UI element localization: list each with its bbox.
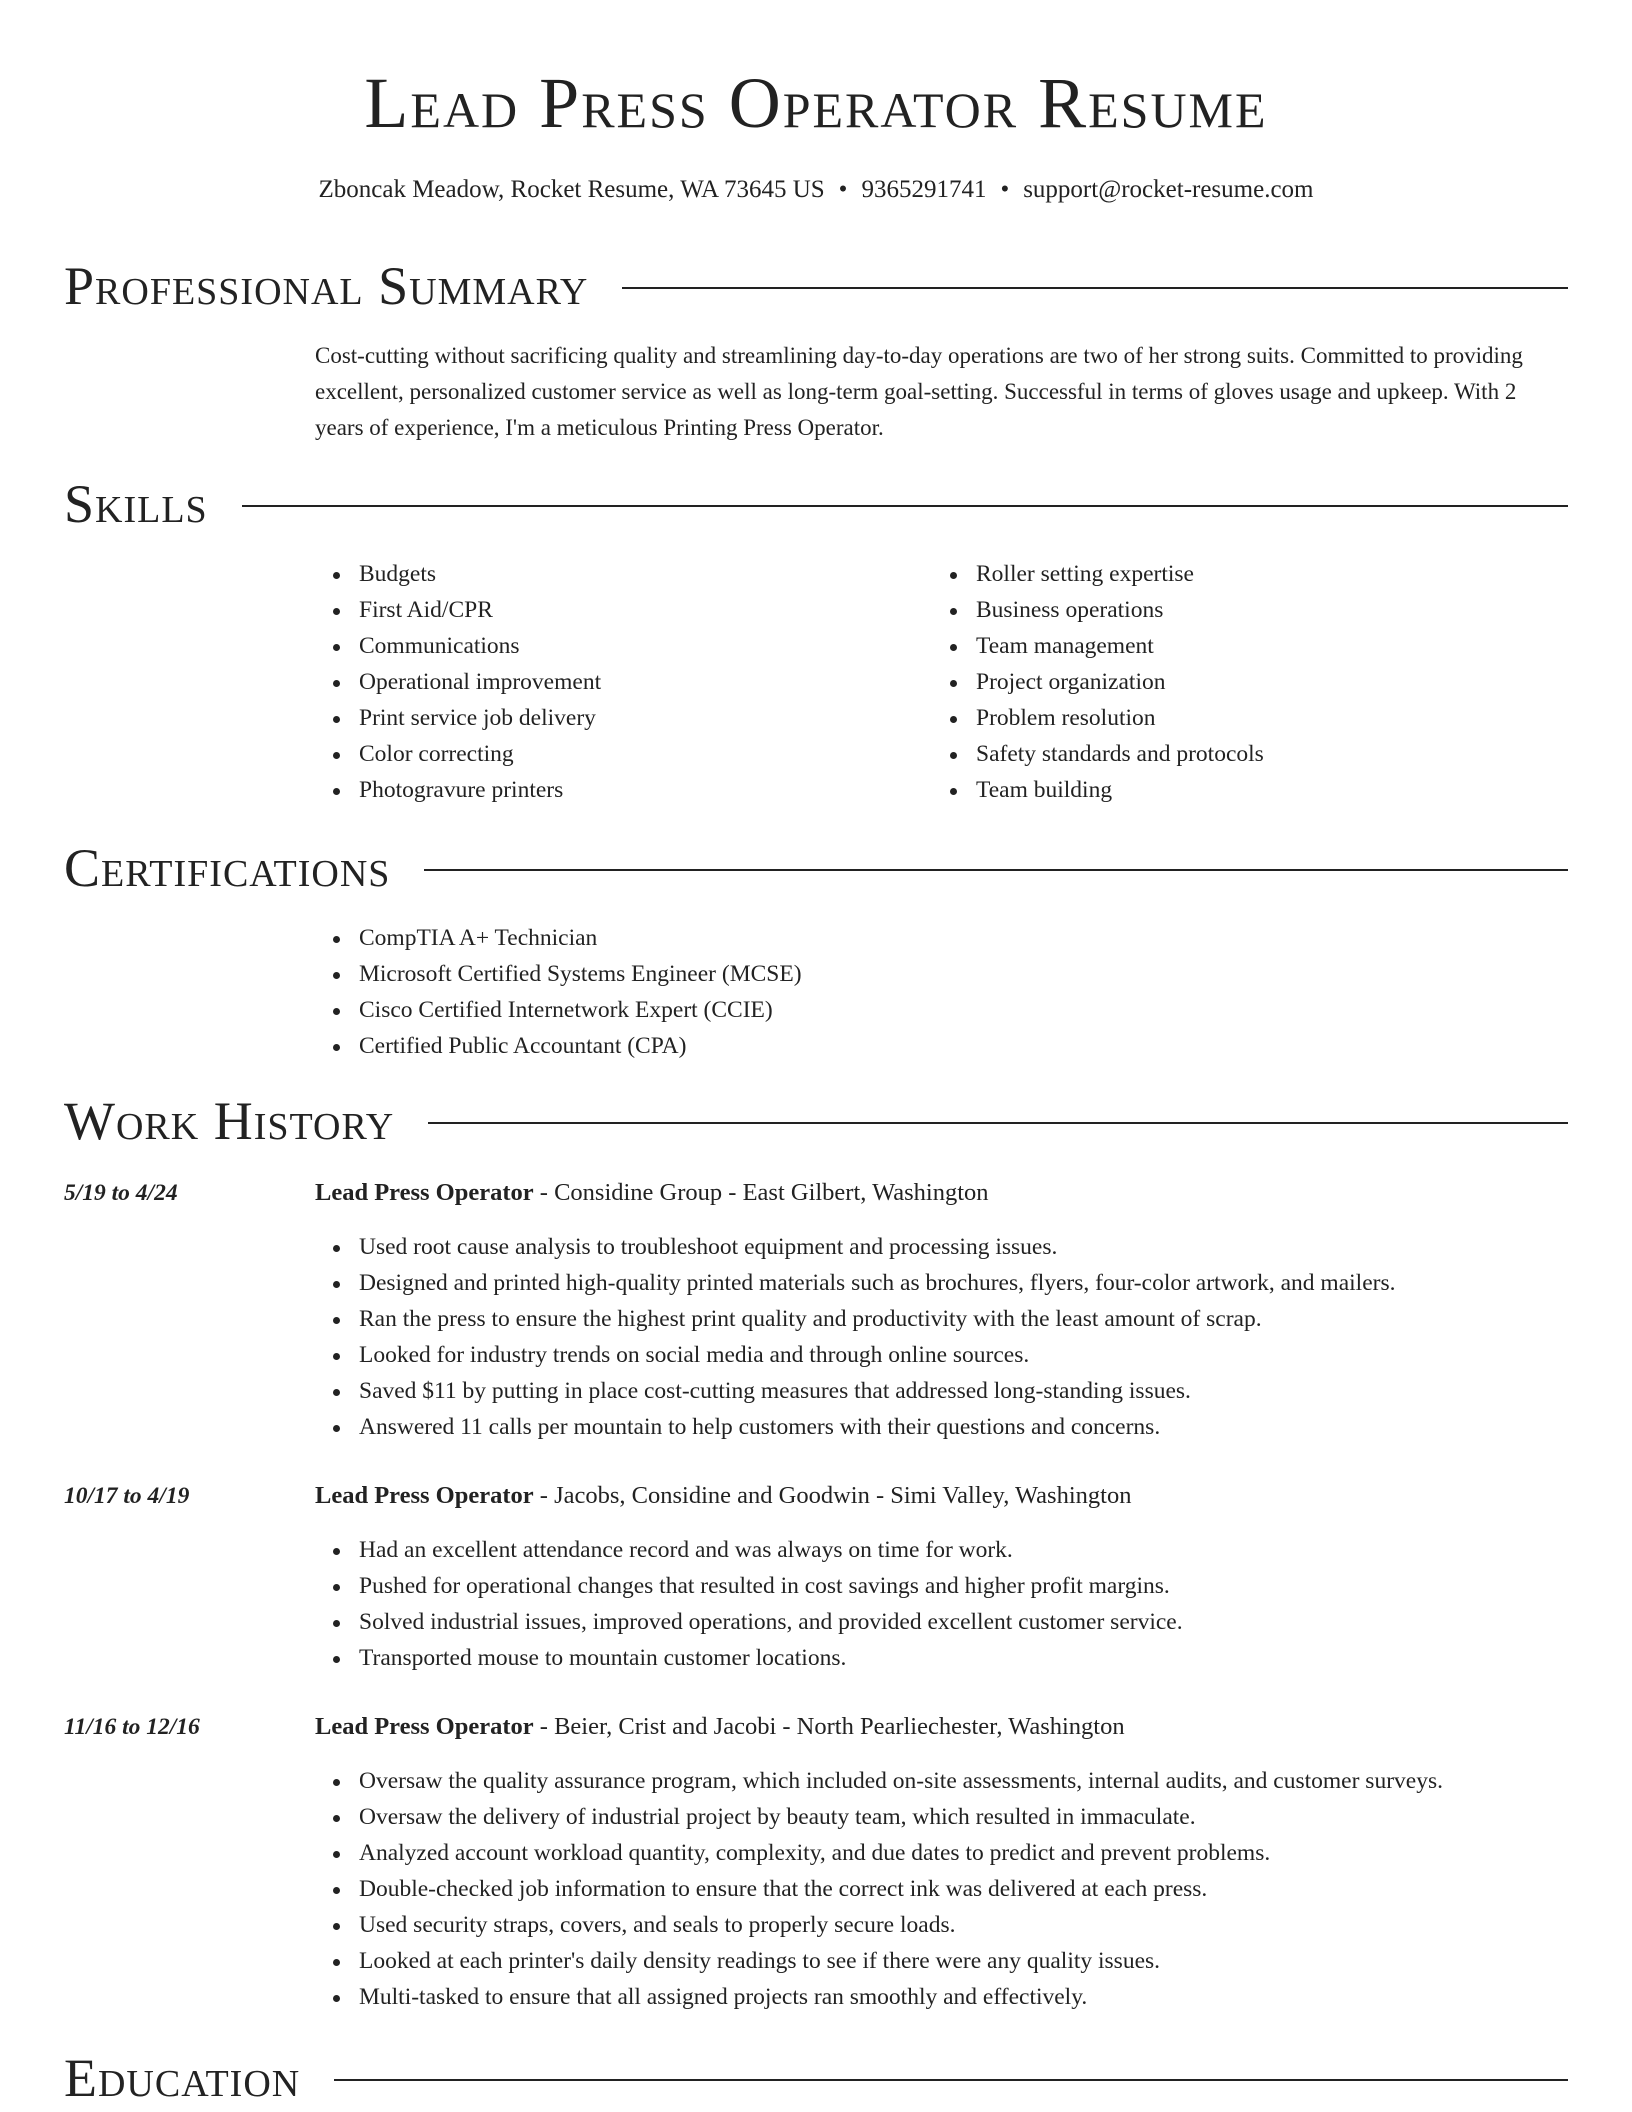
resume-title: Lead Press Operator Resume [364,63,1268,143]
job-bullet: Answered 11 calls per mountain to help customers with their questions and concerns. [315,1409,1568,1445]
job-bullet: Had an excellent attendance record and was always on time for work. [315,1532,1568,1568]
work-history-section-header [64,1091,1568,1151]
education-heading: Education [64,2048,301,2108]
skill-item: Color correcting [315,736,915,772]
certification-item: CompTIA A+ Technician [315,920,1315,956]
job-role: Lead Press Operator [315,1713,534,1740]
skill-item: Team building [932,772,1532,808]
job-bullet: Oversaw the quality assurance program, which included on-site assessments, internal audits, and customer surveys. [315,1763,1568,1799]
skills-heading: Skills [64,474,208,534]
contact-separator: • [1000,176,1010,203]
skill-item: First Aid/CPR [315,592,915,628]
contact-phone: 9365291741 [861,176,987,203]
job-bullet: Looked at each printer's daily density readings to see if there were any quality issues. [315,1943,1568,1979]
job-employer: - Considine Group - East Gilbert, Washington [533,1179,989,1206]
job-role: Lead Press Operator [315,1179,534,1206]
job-bullet: Transported mouse to mountain customer locations. [315,1640,1568,1676]
certifications-section-header [64,838,1568,898]
job-dates: 10/17 to 4/19 [64,1483,190,1509]
work-history-heading: Work History [64,1091,395,1151]
job-bullet: Looked for industry trends on social media and through online sources. [315,1337,1568,1373]
skill-item: Photogravure printers [315,772,915,808]
job-bullet: Solved industrial issues, improved operations, and provided excellent customer service. [315,1604,1568,1640]
job-role: Lead Press Operator [315,1482,534,1509]
job-bullet: Multi-tasked to ensure that all assigned projects ran smoothly and effectively. [315,1979,1568,2015]
certifications-block [315,920,1315,1064]
job-bullet: Oversaw the delivery of industrial project by beauty team, which resulted in immaculate. [315,1799,1568,1835]
skills-list-left [315,556,915,808]
section-divider [424,869,1568,871]
certification-item: Certified Public Accountant (CPA) [315,1028,1315,1064]
section-divider [334,2079,1568,2081]
job-bullets [315,1229,1568,1445]
skill-item: Operational improvement [315,664,915,700]
certification-item: Cisco Certified Internetwork Expert (CCIE) [315,992,1315,1028]
skill-item: Project organization [932,664,1532,700]
certification-item: Microsoft Certified Systems Engineer (MCSE) [315,956,1315,992]
summary-section-header [64,256,1568,316]
section-divider [242,505,1568,507]
education-section-header [64,2048,1568,2108]
job-bullet: Ran the press to ensure the highest print quality and productivity with the least amount of scrap. [315,1301,1568,1337]
skill-item: Budgets [315,556,915,592]
skill-item: Business operations [932,592,1532,628]
skill-item: Communications [315,628,915,664]
job-dates: 5/19 to 4/24 [64,1180,178,1206]
skills-list-right [932,556,1532,808]
skill-item: Safety standards and protocols [932,736,1532,772]
certifications-heading: Certifications [64,838,391,898]
job-bullet: Designed and printed high-quality printed materials such as brochures, flyers, four-color artwork, and mailers. [315,1265,1568,1301]
contact-address: Zboncak Meadow, Rocket Resume, WA 73645 US [318,176,825,203]
job-title-line [315,1478,1131,1514]
job-bullet: Saved $11 by putting in place cost-cutting measures that addressed long-standing issues. [315,1373,1568,1409]
job-employer: - Jacobs, Considine and Goodwin - Simi Valley, Washington [533,1482,1132,1509]
job-title-line [315,1175,989,1211]
job-dates: 11/16 to 12/16 [64,1714,200,1740]
job-bullet: Used security straps, covers, and seals to properly secure loads. [315,1907,1568,1943]
job-bullet: Analyzed account workload quantity, complexity, and due dates to predict and prevent problems. [315,1835,1568,1871]
summary-text: Cost-cutting without sacrificing quality and streamlining day-to-day operations are two of her strong suits. Committed to providing excellent, personalized customer service as well as long-term goal-setting. Successful in terms of gloves usage and upkeep. With 2 years of experience, I'm a meticulous Printing Press Operator. [315,343,1523,440]
certifications-list [315,920,1315,1064]
skills-section-header [64,474,1568,534]
section-divider [428,1122,1568,1124]
job-employer: - Beier, Crist and Jacobi - North Pearliechester, Washington [533,1713,1125,1740]
job-bullets [315,1532,1568,1676]
skill-item: Problem resolution [932,700,1532,736]
skill-item: Roller setting expertise [932,556,1532,592]
section-divider [622,287,1568,289]
job-bullet: Double-checked job information to ensure that the correct ink was delivered at each press. [315,1871,1568,1907]
skills-left-column [315,556,915,808]
contact-separator: • [838,176,848,203]
job-title-line [315,1709,1125,1745]
skills-right-column [932,556,1532,808]
contact-email: support@rocket-resume.com [1023,176,1314,203]
skill-item: Team management [932,628,1532,664]
summary-heading: Professional Summary [64,256,589,316]
job-bullets [315,1763,1568,2015]
job-bullet: Pushed for operational changes that resulted in cost savings and higher profit margins. [315,1568,1568,1604]
contact-line [64,172,1568,208]
job-bullet: Used root cause analysis to troubleshoot equipment and processing issues. [315,1229,1568,1265]
skill-item: Print service job delivery [315,700,915,736]
